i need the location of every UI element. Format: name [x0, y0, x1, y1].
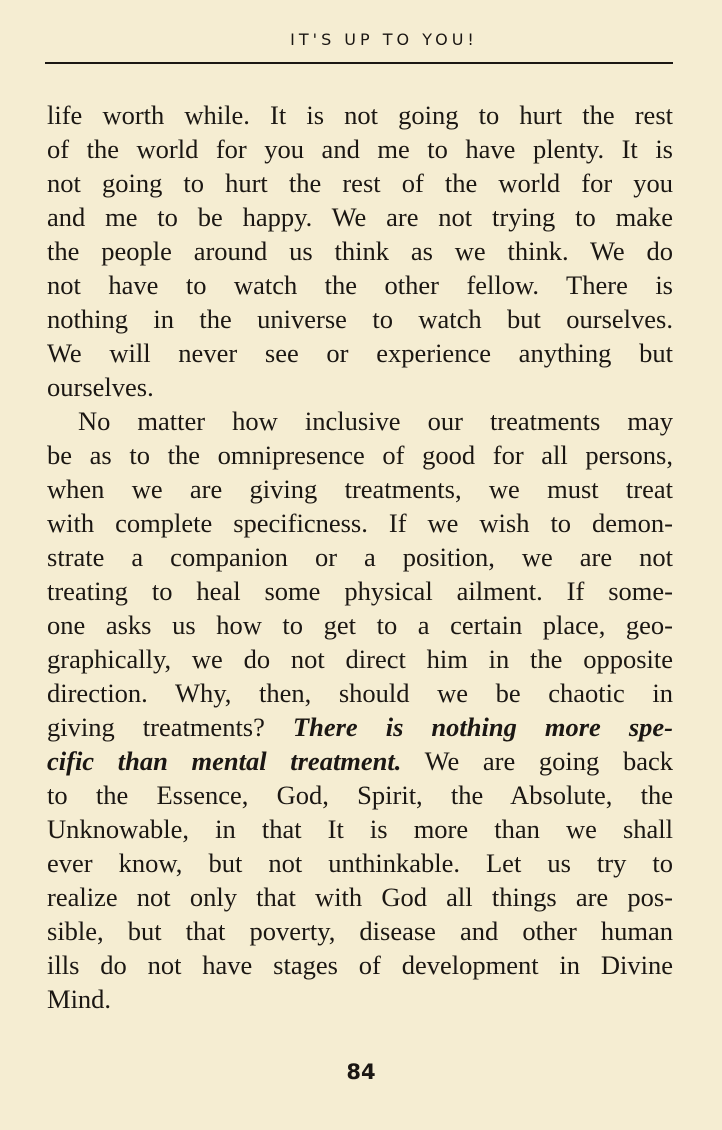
text: ills do not have stages of development in Divine — [47, 950, 673, 980]
text: when we are giving treatments, we must treat — [47, 474, 673, 504]
text-line — [47, 710, 673, 744]
text-line — [47, 472, 673, 506]
text: one asks us how to get to a certain place, geo- — [47, 610, 673, 640]
text: We will never see or experience anything but — [47, 338, 673, 368]
running-head: IT'S UP TO YOU! — [290, 30, 478, 49]
text-line — [47, 608, 673, 642]
text-line — [47, 948, 673, 982]
text-line — [47, 506, 673, 540]
text: to the Essence, God, Spirit, the Absolute, the — [47, 780, 673, 810]
text: graphically, we do not direct him in the opposite — [47, 644, 673, 674]
text: Unknowable, in that It is more than we shall — [47, 814, 673, 844]
text: direction. Why, then, should we be chaotic in — [47, 678, 673, 708]
text-line — [47, 200, 673, 234]
header-rule — [45, 62, 673, 64]
text-line — [47, 98, 673, 132]
page-header — [45, 30, 673, 50]
text: treating to heal some physical ailment. If some- — [47, 576, 673, 606]
text-line — [47, 302, 673, 336]
text: sible, but that poverty, disease and other human — [47, 916, 673, 946]
text-line — [47, 676, 673, 710]
text: nothing in the universe to watch but ourselves. — [47, 304, 673, 334]
page-body — [47, 98, 673, 1016]
text-line — [47, 404, 673, 438]
italic-text: cific than mental treatment. — [47, 746, 402, 776]
text-line — [47, 234, 673, 268]
text: life worth while. It is not going to hurt the rest — [47, 100, 673, 130]
text: We are going back — [401, 746, 673, 776]
text: not going to hurt the rest of the world for you — [47, 168, 673, 198]
text: No matter how inclusive our treatments may — [78, 406, 673, 436]
text: be as to the omnipresence of good for all persons, — [47, 440, 673, 470]
text: and me to be happy. We are not trying to make — [47, 202, 673, 232]
text: with complete specificness. If we wish to demon- — [47, 508, 673, 538]
text-line — [47, 438, 673, 472]
text: not have to watch the other fellow. There is — [47, 270, 673, 300]
paragraph — [47, 404, 673, 1016]
text: of the world for you and me to have plenty. It is — [47, 134, 673, 164]
text: ourselves. — [47, 372, 154, 402]
text-line — [47, 166, 673, 200]
text: realize not only that with God all things are pos- — [47, 882, 673, 912]
text-line — [47, 778, 673, 812]
text-line — [47, 846, 673, 880]
text-line — [47, 370, 673, 404]
text-line — [47, 642, 673, 676]
text: Mind. — [47, 984, 112, 1014]
text: strate a companion or a position, we are not — [47, 542, 673, 572]
text: ever know, but not unthinkable. Let us try to — [47, 848, 673, 878]
paragraph — [47, 98, 673, 404]
text-line — [47, 744, 673, 778]
text-line — [47, 268, 673, 302]
text-line — [47, 574, 673, 608]
text-line — [47, 982, 673, 1016]
text-line — [47, 336, 673, 370]
text: the people around us think as we think. We do — [47, 236, 673, 266]
text-line — [47, 132, 673, 166]
page-number: 84 — [346, 1060, 376, 1084]
text-line — [47, 914, 673, 948]
text-line — [47, 540, 673, 574]
text-line — [47, 812, 673, 846]
text-line — [47, 880, 673, 914]
italic-text: There is nothing more spe- — [292, 712, 673, 742]
text: giving treatments? — [47, 712, 293, 742]
